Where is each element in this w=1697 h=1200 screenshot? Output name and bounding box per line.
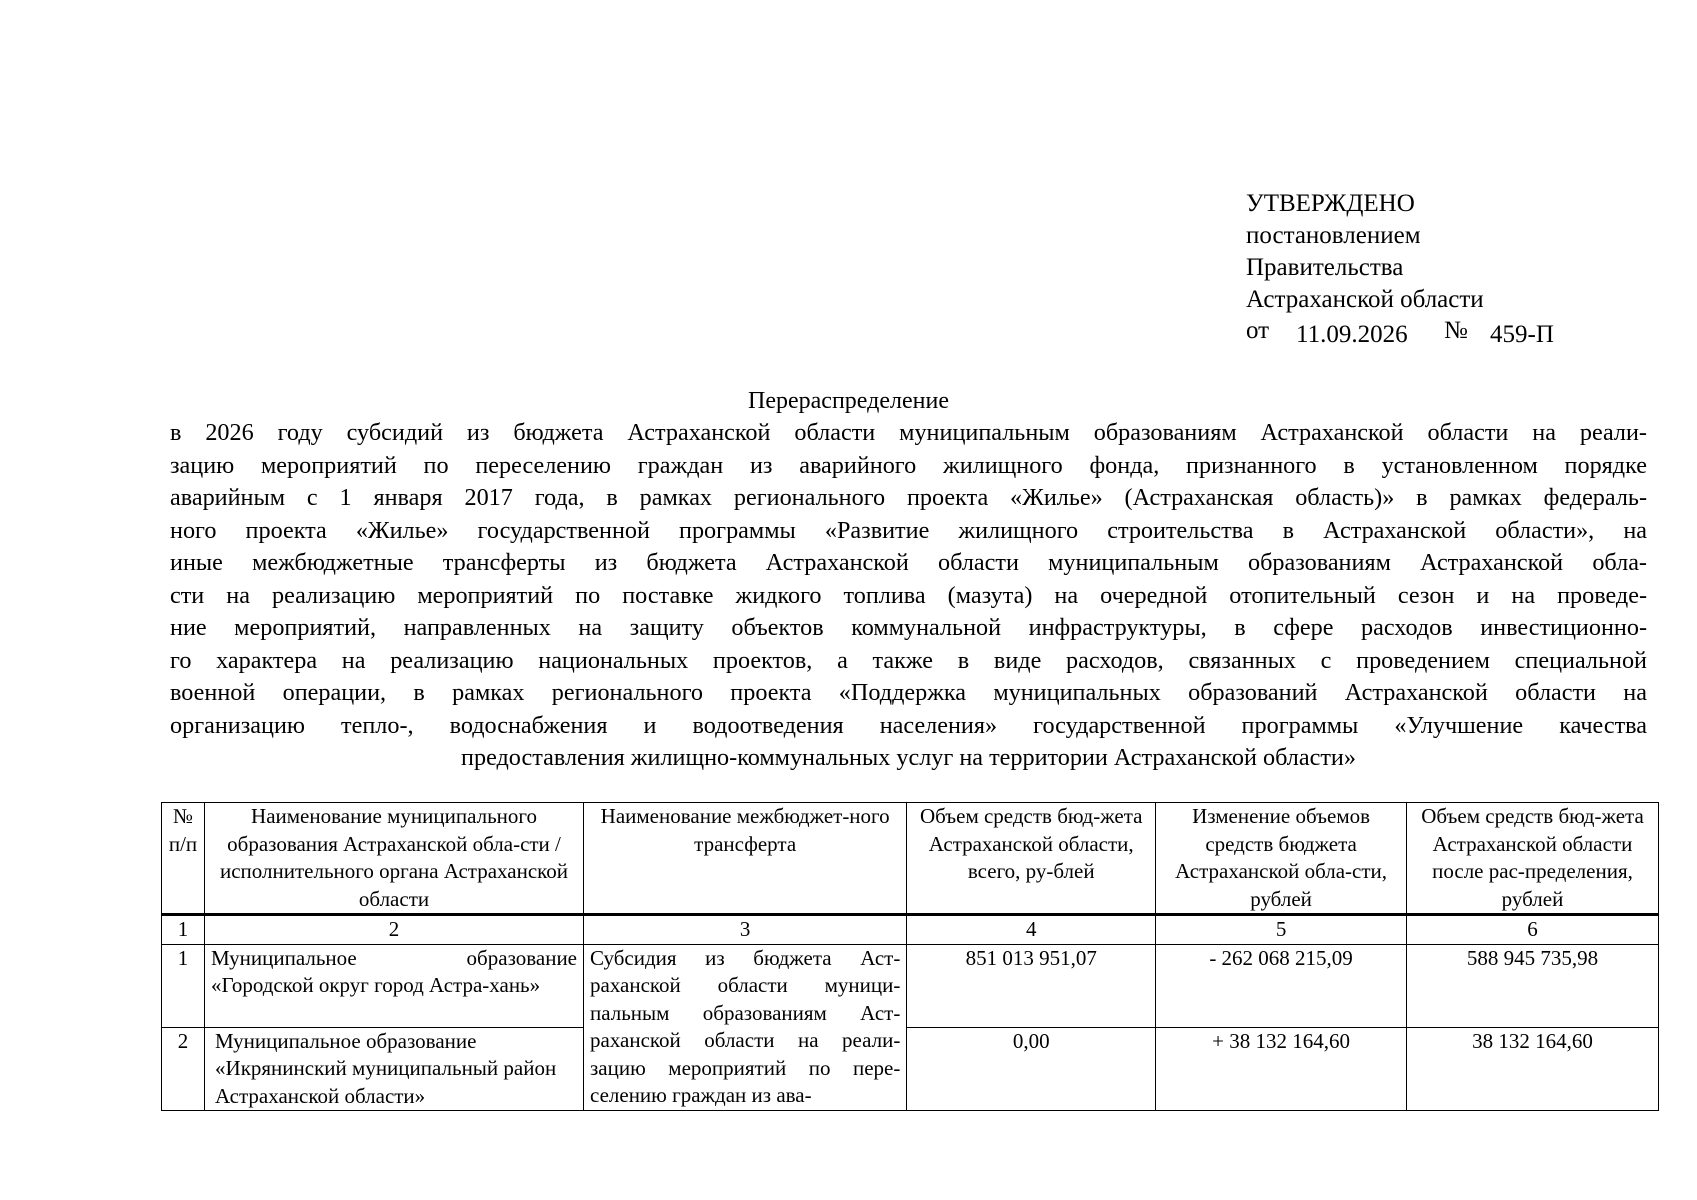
column-number: 1 <box>162 915 205 945</box>
subtitle-line: иные межбюджетные трансферты из бюджета Астраханской области муниципальным образованиям Астраханской обла- <box>170 549 1647 576</box>
change-amount: + 38 132 164,60 <box>1156 1027 1407 1111</box>
column-number: 2 <box>205 915 584 945</box>
transfer-name: Субсидия из бюджета Аст-раханской области муници-пальным образованиям Аст-раханской области на реали-зацию мероприятий по пере-селению граждан из ава- <box>584 944 907 1111</box>
column-number: 3 <box>584 915 907 945</box>
document-subtitle <box>170 417 1647 775</box>
header-change: Изменение объемов средств бюджета Астраханской обла-сти, рублей <box>1156 803 1407 915</box>
subtitle-line: военной операции, в рамках регионального проекта «Поддержка муниципальных образований Астраханской области на <box>170 679 1647 706</box>
subtitle-line: аварийным с 1 января 2017 года, в рамках регионального проекта «Жилье» (Астраханская область)» в рамках федераль- <box>170 484 1647 511</box>
approval-line: постановлением <box>1246 222 1421 249</box>
header-number: № п/п <box>162 803 205 915</box>
subtitle-line: зацию мероприятий по переселению граждан из аварийного жилищного фонда, признанного в установленном порядке <box>170 451 1647 479</box>
subtitle-line: ного проекта «Жилье» государственной программы «Развитие жилищного строительства в Астраханской области», на <box>170 516 1647 544</box>
approval-stamp <box>1246 188 1554 350</box>
total-amount: 0,00 <box>907 1027 1156 1111</box>
column-number-row <box>162 915 1659 945</box>
approval-heading: УТВЕРЖДЕНО <box>1246 190 1415 217</box>
subtitle-line: го характера на реализацию национальных проектов, а также в виде расходов, связанных с проведением специальной <box>170 646 1647 674</box>
document-title: Перераспределение <box>748 388 949 414</box>
after-amount: 38 132 164,60 <box>1407 1027 1659 1111</box>
column-number: 5 <box>1156 915 1407 945</box>
total-amount: 851 013 951,07 <box>907 944 1156 1027</box>
header-total: Объем средств бюд-жета Астраханской области, всего, ру-блей <box>907 803 1156 915</box>
row-number: 2 <box>162 1027 205 1111</box>
approval-number-sign: № <box>1444 317 1468 344</box>
table-row <box>162 1027 1659 1111</box>
header-after: Объем средств бюд-жета Астраханской области после рас-пределения, рублей <box>1407 803 1659 915</box>
subtitle-line: сти на реализацию мероприятий по поставке жидкого топлива (мазута) на очередной отопительный сезон и на проведе- <box>170 581 1647 609</box>
column-number: 6 <box>1407 915 1659 945</box>
subtitle-line: ние мероприятий, направленных на защиту объектов коммунальной инфраструктуры, в сфере расходов инвестиционно- <box>170 614 1647 641</box>
subtitle-line: в 2026 году субсидий из бюджета Астраханской области муниципальным образованиям Астраханской области на реали- <box>170 419 1647 446</box>
subtitle-line: организацию тепло-, водоснабжения и водоотведения населения» государственной программы «Улучшение качества <box>170 711 1647 739</box>
table-header-row <box>162 803 1659 915</box>
approval-number: 459-П <box>1490 321 1554 348</box>
municipality-name: Муниципальное образование «Икрянинский муниципальный район Астраханской области» <box>205 1027 584 1111</box>
subtitle-line: предоставления жилищно-коммунальных услуг на территории Астраханской области» <box>461 744 1356 771</box>
column-number: 4 <box>907 915 1156 945</box>
approval-line: Правительства <box>1246 254 1404 281</box>
header-transfer: Наименование межбюджет-ного трансферта <box>584 803 907 915</box>
municipality-name: Муниципальное образование «Городской округ город Астра-хань» <box>205 944 584 1027</box>
row-number: 1 <box>162 944 205 1027</box>
approval-line: Астраханской области <box>1246 286 1484 313</box>
header-municipality: Наименование муниципального образования Астраханской обла-сти / исполнительного органа Астраханской области <box>205 803 584 915</box>
approval-from-label: от <box>1246 317 1270 344</box>
approval-date: 11.09.2026 <box>1296 321 1408 348</box>
redistribution-table <box>161 802 1659 1111</box>
change-amount: - 262 068 215,09 <box>1156 944 1407 1027</box>
approval-date-line <box>1246 316 1554 350</box>
table-row <box>162 944 1659 1027</box>
after-amount: 588 945 735,98 <box>1407 944 1659 1027</box>
